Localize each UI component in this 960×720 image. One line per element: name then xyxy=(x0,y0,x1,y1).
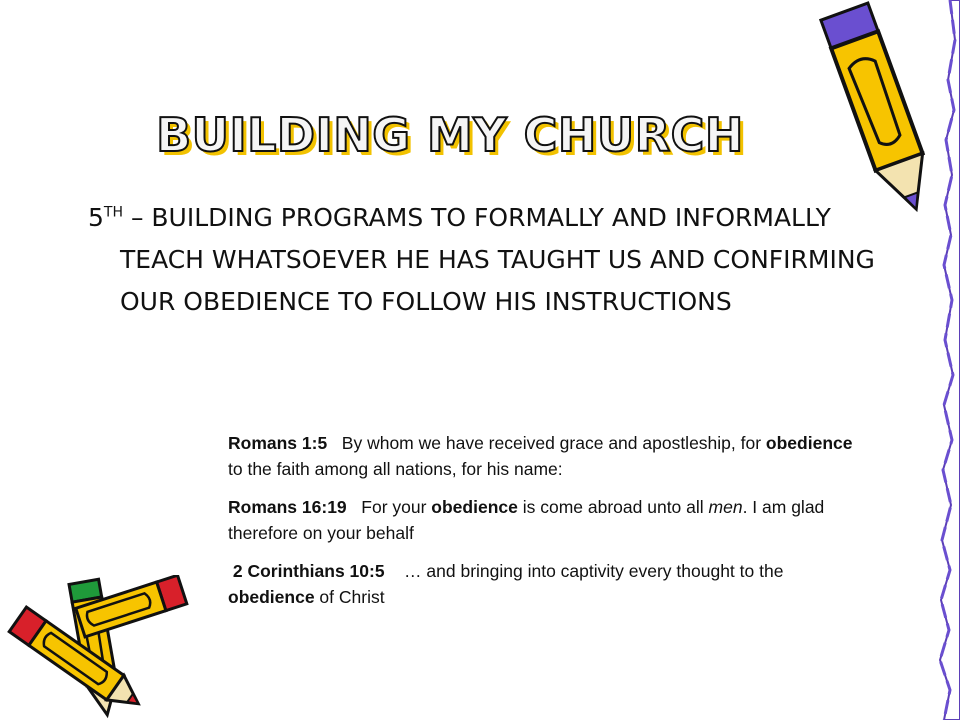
verse-text: … and bringing into captivity every thought to the xyxy=(404,561,784,581)
verse-text: is come abroad unto all xyxy=(517,497,709,517)
verse-ref: Romans 1:5 xyxy=(228,433,328,453)
verse-romans-1-5 xyxy=(228,430,868,482)
verse-romans-16-19 xyxy=(228,494,868,546)
verse-ref: Romans 16:19 xyxy=(228,497,347,517)
verse-ref: 2 Corinthians 10:5 xyxy=(232,561,385,581)
verse-text: of Christ xyxy=(314,587,385,607)
slide-title: BUILDING MY CHURCH xyxy=(156,108,744,162)
point-ordinal-suffix: TH xyxy=(103,204,123,221)
verse-keyword: obedience xyxy=(765,433,853,453)
pencils-icon xyxy=(0,575,200,720)
verse-keyword: obedience xyxy=(228,587,315,607)
point-number: 5 xyxy=(88,203,104,232)
verse-text: For your xyxy=(361,497,432,517)
main-point xyxy=(88,197,910,323)
verse-keyword: obedience xyxy=(431,497,518,517)
point-text: – BUILDING PROGRAMS TO FORMALLY AND INFORMALLY TEACH WHATSOEVER HE HAS TAUGHT US AND CONFIRMING OUR OBEDIENCE TO FOLLOW HIS INSTRUCTIONS xyxy=(120,203,875,316)
scripture-references xyxy=(228,430,868,622)
verse-text: By whom we have received grace and apostleship, for xyxy=(341,433,766,453)
verse-italic: men xyxy=(708,497,743,517)
verse-2-corinthians-10-5 xyxy=(228,558,868,610)
verse-text: to the faith among all nations, for his name: xyxy=(228,459,563,479)
verse-text: . I am glad therefore on your behalf xyxy=(228,497,825,543)
